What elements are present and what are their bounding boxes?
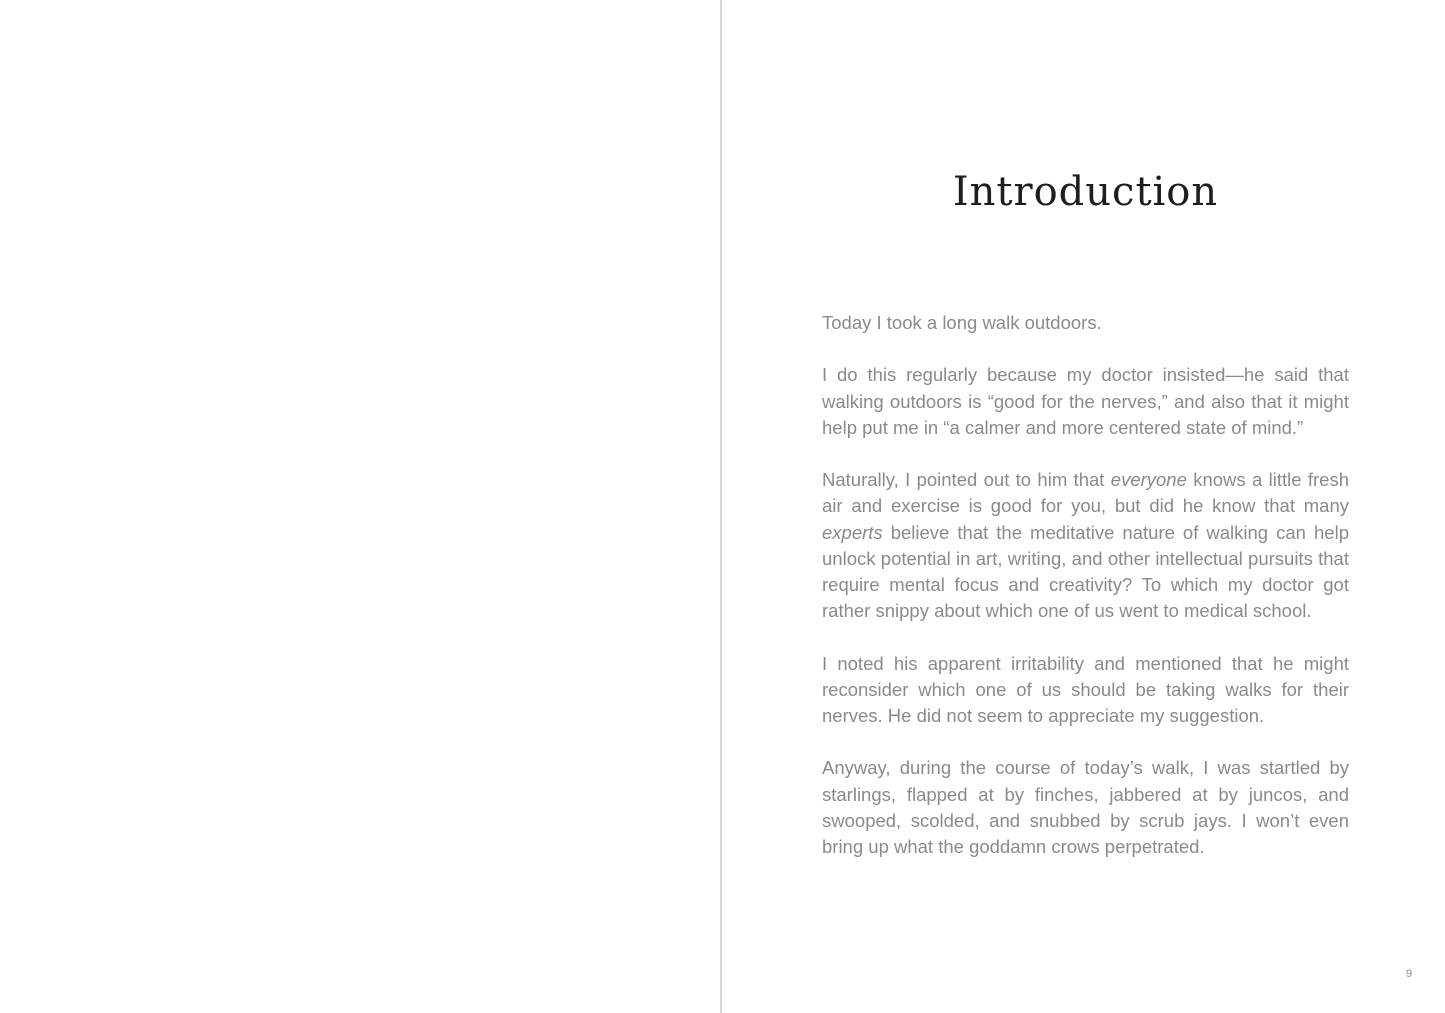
paragraph-3-emphasis-experts: experts (822, 521, 883, 543)
paragraph-1: Today I took a long walk outdoors. (822, 312, 1102, 333)
paragraph-4: I noted his apparent irritability and mentioned that he might reconsider which one of us should be taking walks for their nerves. He did not seem to appreciate my suggestion. (822, 652, 1349, 726)
paragraph-3-text-a: Naturally, I pointed out to him that (822, 469, 1111, 491)
paragraph-3-text-b: knows a little fresh air and exercise is good for you, but did he know that many (822, 469, 1349, 517)
paragraph-2: I do this regularly because my doctor insisted—he said that walking outdoors is “good for the nerves,” and also that it might help put me in “a calmer and more centered state of mind.” (822, 364, 1349, 438)
chapter-title: Introduction (952, 169, 1219, 215)
paragraph-3-text-c: believe that the meditative nature of walking can help unlock potential in art, writing, and other intellectual pursuits that require mental focus and creativity? To which my doctor got rather snippy about which one of us went to medical school. (822, 521, 1349, 622)
paragraph-3 (822, 467, 1349, 624)
paragraph-3-emphasis-everyone: everyone (1110, 469, 1187, 491)
body-text (822, 310, 1349, 860)
left-page-blank (0, 0, 721, 1013)
paragraph-5: Anyway, during the course of today’s walk, I was startled by starlings, flapped at by finches, jabbered at by juncos, and swooped, scolded, and snubbed by scrub jays. I won’t even bring up what the goddamn crows perpetrated. (822, 757, 1349, 857)
page-number: 9 (1405, 968, 1413, 980)
